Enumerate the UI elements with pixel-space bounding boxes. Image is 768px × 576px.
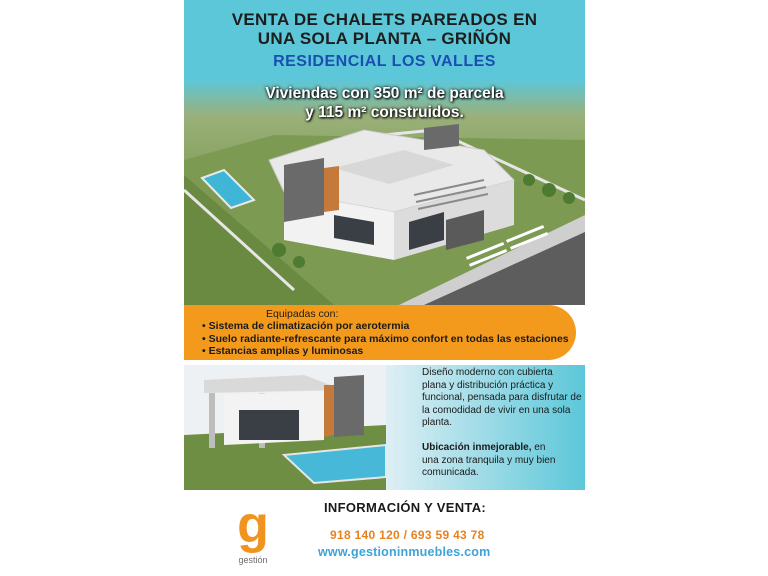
page-title xyxy=(184,10,585,48)
features-list xyxy=(202,320,569,358)
logo-letter: g xyxy=(237,500,269,554)
flyer xyxy=(184,0,585,576)
description-line: planta. xyxy=(422,417,453,428)
description-section xyxy=(184,365,585,490)
description-line: la comodidad de vivir en una sola xyxy=(422,404,571,416)
location-bold: Ubicación inmejorable, xyxy=(422,442,532,453)
title-line-2: UNA SOLA PLANTA – GRIÑÓN xyxy=(257,29,512,48)
gestion-logo xyxy=(228,500,278,566)
title-line-1: VENTA DE CHALETS PAREADOS EN xyxy=(231,10,538,29)
location-text xyxy=(422,442,582,480)
specs-line-2: y 115 m² construidos. xyxy=(305,104,464,121)
specs-line-1: Viviendas con 350 m² de parcela xyxy=(265,85,504,102)
website-link[interactable]: www.gestioninmuebles.com xyxy=(318,545,491,559)
phone-numbers[interactable]: 918 140 120 / 693 59 43 78 xyxy=(330,528,485,542)
pool-render xyxy=(184,365,386,490)
feature-item: • Suelo radiante-refrescante para máximo confort en todas las estaciones xyxy=(202,332,569,345)
location-text-1: en xyxy=(531,442,546,453)
subtitle: RESIDENCIAL LOS VALLES xyxy=(273,53,496,70)
location-text-3: comunicada. xyxy=(422,467,479,478)
features-banner xyxy=(184,305,576,360)
location-text-2: una zona tranquila y muy bien xyxy=(422,454,556,466)
feature-item: • Estancias amplias y luminosas xyxy=(202,345,364,357)
specs-text xyxy=(184,84,585,122)
info-title: INFORMACIÓN Y VENTA: xyxy=(324,500,487,515)
description-line: plana y distribución práctica y xyxy=(422,379,554,391)
description-line: funcional, pensada para disfrutar de xyxy=(422,392,582,403)
hero-section xyxy=(184,0,585,305)
contact-footer xyxy=(184,490,585,576)
description-text xyxy=(422,367,582,430)
features-heading: Equipadas con: xyxy=(266,308,339,320)
description-line: Diseño moderno con cubierta xyxy=(422,367,553,378)
feature-item: • Sistema de climatización por aerotermia xyxy=(202,320,410,332)
logo-text: gestión xyxy=(238,555,268,565)
